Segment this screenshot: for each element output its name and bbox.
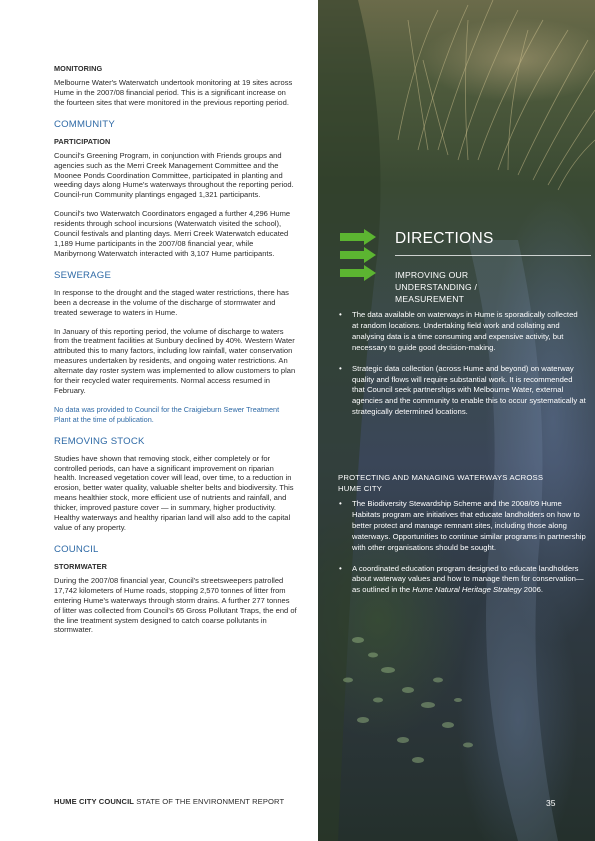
page-number: 35 <box>546 798 556 808</box>
monitoring-paragraph: Melbourne Water's Waterwatch undertook monitoring at 19 sites across Hume in the 2007/08 financial period. This is a significant increase on the fourteen sites that were monitored in the previous reporting period. <box>54 78 293 107</box>
bullet-dot-icon: • <box>339 499 342 508</box>
directions-title: DIRECTIONS <box>395 230 494 247</box>
directions-bullet-list-2 <box>336 499 586 606</box>
directions-bullet <box>336 364 586 419</box>
bullet-dot-icon: • <box>339 363 342 373</box>
directions-bullet <box>336 499 586 554</box>
monitoring-label: MONITORING <box>54 64 103 73</box>
bullet-text-start: A coordinated education program designed to educate landholders about waterway values and how to manage them for conservation—as outlined in the <box>352 563 584 595</box>
removing-stock-paragraph: Studies have shown that removing stock, either completely or for controlled periods, can have a significant improvement on riparian health. Increased vegetation cover will lead, over time, to a reduction in erosion, better water quality, valuable shelter belts and biodiversity. This means healthier stock, more efficient use of nutrients and rainfall, and thicker, improved pasture cover — in summary, higher productivity. Healthy waterways and healthy riparian land will also add to the capital value of any property. <box>54 453 294 532</box>
creek-photo-panel <box>318 0 595 841</box>
removing-stock-heading: REMOVING STOCK <box>54 435 145 447</box>
sewerage-paragraph-1: In response to the drought and the staged water restrictions, there has been a decrease in the volume of the discharge of stormwater and treated sewerage to waters in Hume. <box>54 287 289 317</box>
directions-subtitle: IMPROVING OUR UNDERSTANDING / MEASUREMENT <box>395 270 478 304</box>
triple-arrow-icon <box>340 229 388 281</box>
participation-paragraph-2: Council's two Waterwatch Coordinators engaged a further 4,296 Hume residents through school incursions (Waterwatch visited the school), Council festivals and planting days. Merri Creek Waterwatch educated 1,189 Hume participants in the 2007/08 financial year, while Maribyrnong Waterwatch interacted with 3,107 Hume participants. <box>54 209 291 258</box>
directions-divider <box>395 255 591 256</box>
bullet-text: The Biodiversity Stewardship Scheme and the 2008/09 Hume Habitats program are initiatives that educate landholders on how to better protect and manage remnant sites, including those along waterways. Opportunities to continue similar programs in partnership with other organisations should be sought. <box>352 499 586 552</box>
bullet-text-end: 2006. <box>521 585 544 595</box>
footer-org: HUME CITY COUNCIL <box>54 797 135 806</box>
sewerage-note: No data was provided to Council for the Craigieburn Sewer Treatment Plant at the time of publication. <box>54 404 280 424</box>
bullet-text: The data available on waterways in Hume is sporadically collected at random locations. Undertaking field work and collating and analysing data is a time consuming and expensive activity, but necessary to guide good decision-making. <box>352 310 578 352</box>
stormwater-paragraph: During the 2007/08 financial year, Council's streetsweepers patrolled 17,742 kilometers of Hume roads, stopping 2,570 tonnes of litter from entering Hume's waterways through storm drains. A further 277 tonnes of litter was collected from Council's 65 Gross Pollutant Traps, the end of the line treatment system designed to catch coarse pollutants in stormwater. <box>54 575 297 635</box>
bullet-text: Strategic data collection (across Hume and beyond) on waterway quality and flows will require substantial work. It is recommended that Council seek partnerships with Melbourne Water, external agencies and the community to enable this to occur systematically at strategically determined locations. <box>352 363 586 417</box>
participation-paragraph-1: Council's Greening Program, in conjunction with Friends groups and agencies such as the Merri Creek Management Committee and the Moonee Ponds Coordination Committee, participated in planting and weeding days along Hume's waterways throughout the reporting period. Council-run Community plantings engaged 1,321 participants. <box>54 150 294 200</box>
sewerage-paragraph-2: In January of this reporting period, the volume of discharge to waters from the treatment facilities at Sunbury declined by 40%. Western Water attributed this to many factors, including low rainfall, water conservation measures undertaken by residents, and ongoing water restrictions. An alternate day roster system was implemented to allow customers to plan for their recycled water requirements. Normal access resumed in February. <box>54 326 296 395</box>
directions-bullet-list-1 <box>336 310 586 428</box>
footer-report: STATE OF THE ENVIRONMENT REPORT <box>136 797 285 806</box>
stormwater-label: STORMWATER <box>54 561 108 571</box>
participation-label: PARTICIPATION <box>54 136 111 146</box>
sewerage-heading: SEWERAGE <box>54 269 112 281</box>
directions-bullet <box>336 564 586 597</box>
bullet-dot-icon: • <box>339 310 342 319</box>
directions-bullet <box>336 310 586 354</box>
protecting-waterways-heading: PROTECTING AND MANAGING WATERWAYS ACROSS HUME CITY <box>338 473 544 493</box>
strategy-title: Hume Natural Heritage Strategy <box>412 585 522 595</box>
bullet-dot-icon: • <box>339 563 342 573</box>
community-heading: COMMUNITY <box>54 118 115 130</box>
footer-title <box>54 797 284 806</box>
council-heading: COUNCIL <box>54 543 99 555</box>
text-flow <box>54 64 297 644</box>
